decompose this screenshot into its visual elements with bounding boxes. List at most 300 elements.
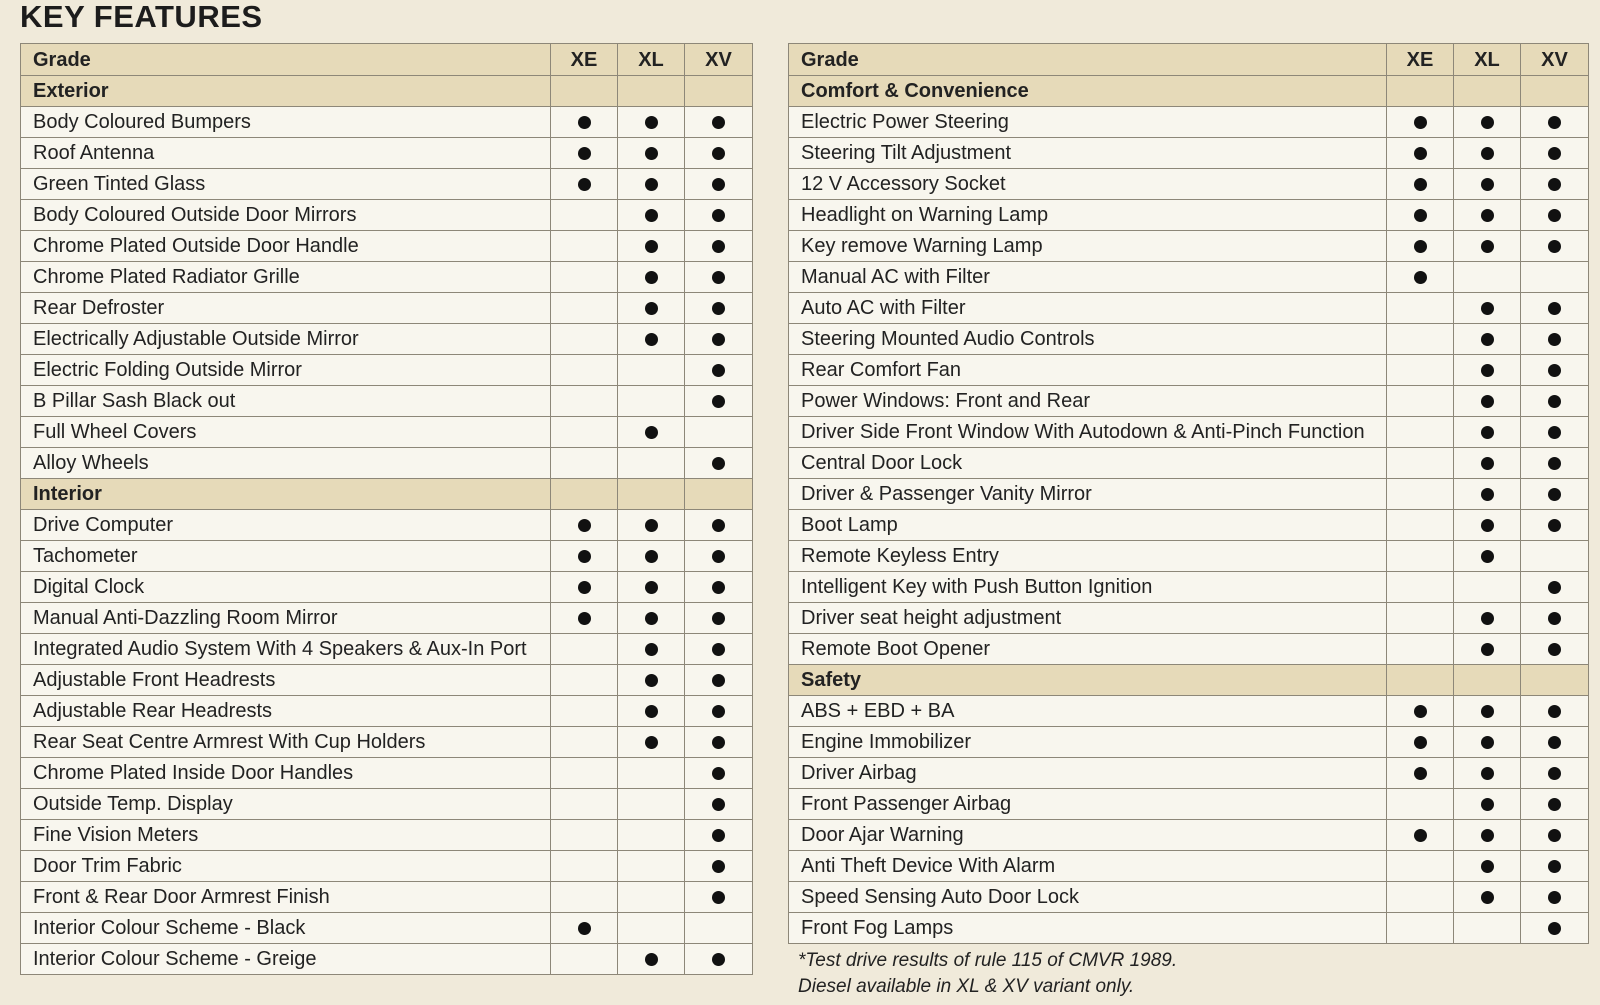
availability-cell-xv: [1521, 262, 1589, 293]
bullet-icon: [1548, 116, 1561, 129]
bullet-icon: [645, 519, 658, 532]
feature-row: [21, 665, 753, 696]
availability-cell-xe: [1387, 138, 1454, 169]
feature-name: Chrome Plated Radiator Grille: [21, 262, 551, 293]
feature-name: Integrated Audio System With 4 Speakers & Aux-In Port: [21, 634, 551, 665]
grade-label: Grade: [789, 44, 1387, 76]
bullet-icon: [1481, 333, 1494, 346]
bullet-icon: [645, 147, 658, 160]
feature-name: Speed Sensing Auto Door Lock: [789, 882, 1387, 913]
bullet-icon: [1548, 829, 1561, 842]
availability-cell-xv: [685, 882, 753, 913]
feature-row: [789, 541, 1589, 572]
availability-cell-xv: [685, 696, 753, 727]
footnote-test-drive: *Test drive results of rule 115 of CMVR 1989.: [798, 950, 1178, 971]
section-blank-cell: [1387, 76, 1454, 107]
availability-cell-xe: [1387, 324, 1454, 355]
features-table-left: [20, 43, 753, 975]
availability-cell-xl: [618, 448, 685, 479]
bullet-icon: [712, 891, 725, 904]
availability-cell-xv: [685, 293, 753, 324]
bullet-icon: [1481, 147, 1494, 160]
bullet-icon: [645, 953, 658, 966]
grade-xl: XL: [618, 44, 685, 76]
availability-cell-xe: [551, 107, 618, 138]
feature-row: [21, 293, 753, 324]
feature-name: Intelligent Key with Push Button Ignition: [789, 572, 1387, 603]
feature-row: [21, 727, 753, 758]
availability-cell-xl: [1454, 417, 1521, 448]
availability-cell-xv: [685, 231, 753, 262]
bullet-icon: [1548, 643, 1561, 656]
feature-name: Digital Clock: [21, 572, 551, 603]
availability-cell-xv: [685, 789, 753, 820]
feature-name: Remote Boot Opener: [789, 634, 1387, 665]
availability-cell-xv: [685, 262, 753, 293]
feature-name: Body Coloured Outside Door Mirrors: [21, 200, 551, 231]
grade-label: Grade: [21, 44, 551, 76]
availability-cell-xe: [551, 355, 618, 386]
bullet-icon: [712, 519, 725, 532]
grade-header-row: [789, 44, 1589, 76]
availability-cell-xe: [1387, 820, 1454, 851]
bullet-icon: [712, 333, 725, 346]
feature-row: [789, 913, 1589, 944]
feature-name: Body Coloured Bumpers: [21, 107, 551, 138]
availability-cell-xl: [618, 386, 685, 417]
availability-cell-xe: [551, 882, 618, 913]
bullet-icon: [1548, 457, 1561, 470]
bullet-icon: [645, 643, 658, 656]
feature-row: [789, 789, 1589, 820]
feature-row: [789, 727, 1589, 758]
availability-cell-xl: [618, 851, 685, 882]
availability-cell-xl: [618, 200, 685, 231]
bullet-icon: [1481, 116, 1494, 129]
bullet-icon: [1548, 147, 1561, 160]
availability-cell-xe: [1387, 510, 1454, 541]
bullet-icon: [1548, 488, 1561, 501]
bullet-icon: [645, 302, 658, 315]
feature-row: [21, 820, 753, 851]
availability-cell-xv: [685, 820, 753, 851]
feature-name: 12 V Accessory Socket: [789, 169, 1387, 200]
availability-cell-xv: [1521, 634, 1589, 665]
feature-row: [21, 572, 753, 603]
feature-name: Auto AC with Filter: [789, 293, 1387, 324]
availability-cell-xe: [1387, 541, 1454, 572]
feature-name: Rear Comfort Fan: [789, 355, 1387, 386]
feature-row: [789, 479, 1589, 510]
section-blank-cell: [1387, 665, 1454, 696]
availability-cell-xe: [1387, 572, 1454, 603]
feature-name: Manual AC with Filter: [789, 262, 1387, 293]
availability-cell-xe: [551, 665, 618, 696]
bullet-icon: [645, 116, 658, 129]
availability-cell-xe: [551, 231, 618, 262]
availability-cell-xl: [1454, 231, 1521, 262]
bullet-icon: [1414, 736, 1427, 749]
section-title: Exterior: [21, 76, 551, 107]
feature-name: Roof Antenna: [21, 138, 551, 169]
availability-cell-xv: [685, 510, 753, 541]
availability-cell-xv: [1521, 913, 1589, 944]
bullet-icon: [1481, 643, 1494, 656]
availability-cell-xv: [685, 944, 753, 975]
bullet-icon: [712, 457, 725, 470]
availability-cell-xe: [551, 789, 618, 820]
bullet-icon: [1481, 302, 1494, 315]
feature-name: Electric Power Steering: [789, 107, 1387, 138]
availability-cell-xl: [618, 107, 685, 138]
feature-name: Steering Mounted Audio Controls: [789, 324, 1387, 355]
availability-cell-xe: [551, 913, 618, 944]
bullet-icon: [712, 953, 725, 966]
availability-cell-xl: [618, 820, 685, 851]
availability-cell-xl: [618, 603, 685, 634]
bullet-icon: [1548, 798, 1561, 811]
bullet-icon: [712, 798, 725, 811]
availability-cell-xv: [1521, 882, 1589, 913]
availability-cell-xl: [1454, 324, 1521, 355]
feature-row: [21, 541, 753, 572]
availability-cell-xl: [618, 789, 685, 820]
bullet-icon: [712, 147, 725, 160]
footnotes: [798, 948, 1177, 1000]
feature-row: [789, 448, 1589, 479]
bullet-icon: [712, 395, 725, 408]
bullet-icon: [1481, 612, 1494, 625]
feature-row: [789, 293, 1589, 324]
availability-cell-xe: [1387, 789, 1454, 820]
feature-name: Rear Defroster: [21, 293, 551, 324]
availability-cell-xl: [618, 324, 685, 355]
availability-cell-xe: [551, 758, 618, 789]
section-blank-cell: [618, 76, 685, 107]
feature-row: [21, 231, 753, 262]
bullet-icon: [578, 519, 591, 532]
feature-row: [789, 355, 1589, 386]
feature-row: [21, 200, 753, 231]
feature-row: [21, 324, 753, 355]
availability-cell-xv: [1521, 324, 1589, 355]
feature-name: Front Fog Lamps: [789, 913, 1387, 944]
availability-cell-xe: [551, 696, 618, 727]
feature-row: [789, 324, 1589, 355]
bullet-icon: [1481, 457, 1494, 470]
bullet-icon: [645, 209, 658, 222]
feature-row: [789, 386, 1589, 417]
bullet-icon: [1548, 426, 1561, 439]
feature-name: Adjustable Front Headrests: [21, 665, 551, 696]
bullet-icon: [645, 178, 658, 191]
availability-cell-xe: [1387, 200, 1454, 231]
section-blank-cell: [618, 479, 685, 510]
bullet-icon: [1414, 209, 1427, 222]
availability-cell-xe: [1387, 169, 1454, 200]
feature-name: Outside Temp. Display: [21, 789, 551, 820]
availability-cell-xl: [1454, 479, 1521, 510]
feature-name: Electric Folding Outside Mirror: [21, 355, 551, 386]
availability-cell-xl: [618, 541, 685, 572]
availability-cell-xv: [1521, 107, 1589, 138]
feature-row: [789, 603, 1589, 634]
bullet-icon: [1414, 705, 1427, 718]
feature-name: Door Trim Fabric: [21, 851, 551, 882]
feature-row: [21, 417, 753, 448]
bullet-icon: [1414, 240, 1427, 253]
feature-row: [21, 913, 753, 944]
bullet-icon: [578, 550, 591, 563]
availability-cell-xe: [1387, 603, 1454, 634]
bullet-icon: [712, 581, 725, 594]
availability-cell-xl: [1454, 603, 1521, 634]
feature-row: [789, 758, 1589, 789]
bullet-icon: [712, 705, 725, 718]
feature-name: Driver seat height adjustment: [789, 603, 1387, 634]
feature-name: Driver Side Front Window With Autodown & Anti-Pinch Function: [789, 417, 1387, 448]
feature-name: Interior Colour Scheme - Black: [21, 913, 551, 944]
bullet-icon: [578, 581, 591, 594]
section-blank-cell: [551, 76, 618, 107]
feature-name: Headlight on Warning Lamp: [789, 200, 1387, 231]
bullet-icon: [1481, 767, 1494, 780]
availability-cell-xl: [618, 355, 685, 386]
feature-row: [21, 758, 753, 789]
availability-cell-xl: [1454, 355, 1521, 386]
availability-cell-xv: [1521, 417, 1589, 448]
availability-cell-xl: [1454, 882, 1521, 913]
feature-row: [21, 851, 753, 882]
bullet-icon: [712, 116, 725, 129]
availability-cell-xl: [1454, 758, 1521, 789]
availability-cell-xv: [685, 665, 753, 696]
availability-cell-xl: [1454, 293, 1521, 324]
feature-row: [789, 572, 1589, 603]
availability-cell-xl: [618, 293, 685, 324]
availability-cell-xl: [1454, 200, 1521, 231]
availability-cell-xl: [1454, 696, 1521, 727]
bullet-icon: [578, 147, 591, 160]
availability-cell-xv: [1521, 572, 1589, 603]
availability-cell-xe: [1387, 882, 1454, 913]
availability-cell-xe: [1387, 293, 1454, 324]
availability-cell-xe: [1387, 355, 1454, 386]
availability-cell-xl: [1454, 851, 1521, 882]
availability-cell-xv: [685, 913, 753, 944]
bullet-icon: [1548, 891, 1561, 904]
feature-name: B Pillar Sash Black out: [21, 386, 551, 417]
availability-cell-xe: [1387, 231, 1454, 262]
availability-cell-xv: [1521, 293, 1589, 324]
grade-xv: XV: [1521, 44, 1589, 76]
bullet-icon: [1481, 364, 1494, 377]
feature-name: Drive Computer: [21, 510, 551, 541]
availability-cell-xl: [1454, 913, 1521, 944]
availability-cell-xv: [1521, 541, 1589, 572]
section-row: [789, 76, 1589, 107]
feature-name: Front Passenger Airbag: [789, 789, 1387, 820]
bullet-icon: [1548, 333, 1561, 346]
availability-cell-xe: [551, 262, 618, 293]
features-table-right: [788, 43, 1589, 944]
bullet-icon: [712, 550, 725, 563]
bullet-icon: [578, 116, 591, 129]
availability-cell-xl: [1454, 386, 1521, 417]
bullet-icon: [645, 581, 658, 594]
bullet-icon: [1481, 395, 1494, 408]
section-row: [21, 479, 753, 510]
feature-name: Alloy Wheels: [21, 448, 551, 479]
section-blank-cell: [1454, 76, 1521, 107]
section-blank-cell: [1521, 76, 1589, 107]
feature-row: [21, 634, 753, 665]
availability-cell-xl: [1454, 138, 1521, 169]
bullet-icon: [1548, 302, 1561, 315]
availability-cell-xe: [551, 727, 618, 758]
availability-cell-xv: [1521, 200, 1589, 231]
availability-cell-xe: [551, 448, 618, 479]
bullet-icon: [1481, 519, 1494, 532]
feature-name: Adjustable Rear Headrests: [21, 696, 551, 727]
availability-cell-xe: [1387, 851, 1454, 882]
feature-row: [789, 200, 1589, 231]
bullet-icon: [1481, 829, 1494, 842]
bullet-icon: [712, 364, 725, 377]
availability-cell-xe: [1387, 634, 1454, 665]
bullet-icon: [712, 612, 725, 625]
feature-row: [789, 851, 1589, 882]
grade-xv: XV: [685, 44, 753, 76]
feature-row: [789, 634, 1589, 665]
availability-cell-xe: [551, 169, 618, 200]
availability-cell-xe: [551, 820, 618, 851]
section-blank-cell: [551, 479, 618, 510]
availability-cell-xv: [685, 758, 753, 789]
feature-name: Interior Colour Scheme - Greige: [21, 944, 551, 975]
section-row: [21, 76, 753, 107]
availability-cell-xl: [618, 696, 685, 727]
feature-name: Key remove Warning Lamp: [789, 231, 1387, 262]
availability-cell-xl: [618, 727, 685, 758]
availability-cell-xl: [1454, 820, 1521, 851]
bullet-icon: [1481, 798, 1494, 811]
availability-cell-xv: [685, 138, 753, 169]
availability-cell-xl: [618, 665, 685, 696]
availability-cell-xl: [1454, 262, 1521, 293]
availability-cell-xv: [1521, 603, 1589, 634]
section-title: Safety: [789, 665, 1387, 696]
feature-name: Central Door Lock: [789, 448, 1387, 479]
section-blank-cell: [1454, 665, 1521, 696]
bullet-icon: [712, 674, 725, 687]
feature-name: Front & Rear Door Armrest Finish: [21, 882, 551, 913]
availability-cell-xl: [1454, 634, 1521, 665]
bullet-icon: [1481, 705, 1494, 718]
bullet-icon: [645, 736, 658, 749]
availability-cell-xv: [685, 727, 753, 758]
bullet-icon: [645, 333, 658, 346]
availability-cell-xv: [685, 200, 753, 231]
feature-name: Anti Theft Device With Alarm: [789, 851, 1387, 882]
feature-row: [21, 448, 753, 479]
bullet-icon: [645, 240, 658, 253]
feature-name: Tachometer: [21, 541, 551, 572]
availability-cell-xl: [618, 572, 685, 603]
bullet-icon: [1548, 767, 1561, 780]
availability-cell-xv: [1521, 789, 1589, 820]
bullet-icon: [1548, 860, 1561, 873]
bullet-icon: [1481, 209, 1494, 222]
availability-cell-xe: [551, 541, 618, 572]
bullet-icon: [1548, 240, 1561, 253]
feature-name: Electrically Adjustable Outside Mirror: [21, 324, 551, 355]
feature-name: Chrome Plated Inside Door Handles: [21, 758, 551, 789]
bullet-icon: [712, 860, 725, 873]
feature-row: [789, 138, 1589, 169]
page-title: KEY FEATURES: [20, 0, 263, 34]
availability-cell-xe: [1387, 107, 1454, 138]
availability-cell-xv: [685, 324, 753, 355]
bullet-icon: [645, 550, 658, 563]
feature-row: [21, 262, 753, 293]
availability-cell-xv: [685, 169, 753, 200]
section-title: Interior: [21, 479, 551, 510]
bullet-icon: [645, 271, 658, 284]
grade-xl: XL: [1454, 44, 1521, 76]
section-title: Comfort & Convenience: [789, 76, 1387, 107]
availability-cell-xe: [1387, 758, 1454, 789]
bullet-icon: [712, 302, 725, 315]
feature-row: [789, 231, 1589, 262]
availability-cell-xl: [1454, 107, 1521, 138]
feature-row: [789, 262, 1589, 293]
availability-cell-xv: [685, 448, 753, 479]
availability-cell-xl: [1454, 510, 1521, 541]
availability-cell-xv: [1521, 355, 1589, 386]
bullet-icon: [645, 612, 658, 625]
section-blank-cell: [685, 479, 753, 510]
availability-cell-xe: [551, 634, 618, 665]
availability-cell-xe: [1387, 386, 1454, 417]
availability-cell-xv: [1521, 510, 1589, 541]
feature-row: [21, 355, 753, 386]
feature-row: [21, 107, 753, 138]
feature-row: [789, 169, 1589, 200]
availability-cell-xe: [1387, 727, 1454, 758]
feature-name: Rear Seat Centre Armrest With Cup Holders: [21, 727, 551, 758]
bullet-icon: [712, 178, 725, 191]
availability-cell-xl: [1454, 572, 1521, 603]
availability-cell-xl: [1454, 789, 1521, 820]
availability-cell-xv: [1521, 169, 1589, 200]
availability-cell-xe: [1387, 262, 1454, 293]
availability-cell-xv: [1521, 820, 1589, 851]
feature-name: Remote Keyless Entry: [789, 541, 1387, 572]
availability-cell-xl: [618, 913, 685, 944]
availability-cell-xl: [618, 417, 685, 448]
availability-cell-xl: [618, 169, 685, 200]
feature-name: Full Wheel Covers: [21, 417, 551, 448]
availability-cell-xv: [1521, 479, 1589, 510]
bullet-icon: [712, 829, 725, 842]
bullet-icon: [712, 209, 725, 222]
bullet-icon: [1481, 426, 1494, 439]
bullet-icon: [1414, 178, 1427, 191]
availability-cell-xl: [1454, 169, 1521, 200]
availability-cell-xl: [1454, 727, 1521, 758]
feature-name: Chrome Plated Outside Door Handle: [21, 231, 551, 262]
